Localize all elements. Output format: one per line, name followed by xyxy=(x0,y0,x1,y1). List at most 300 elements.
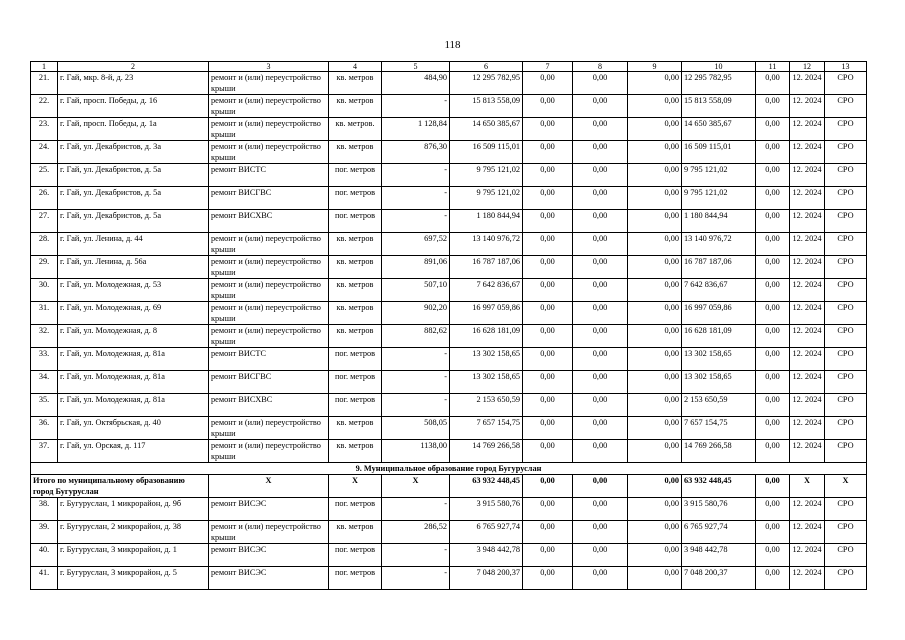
total-c13-cell: X xyxy=(825,475,867,498)
column-number-cell: 12 xyxy=(790,62,825,72)
col10-cell: 15 813 558,09 xyxy=(682,95,756,118)
total-cost-cell: 13 302 158,65 xyxy=(450,348,523,371)
table-row xyxy=(31,210,867,233)
col8-cell: 0,00 xyxy=(573,72,628,95)
column-number-cell: 7 xyxy=(523,62,573,72)
term-cell: 12. 2024 xyxy=(790,417,825,440)
col11-cell: 0,00 xyxy=(756,521,790,544)
col8-cell: 0,00 xyxy=(573,187,628,210)
repair-program-table xyxy=(30,61,867,590)
col11-cell: 0,00 xyxy=(756,325,790,348)
address-cell: г. Гай, ул. Декабристов, д. 3а xyxy=(58,141,209,164)
term-cell: 12. 2024 xyxy=(790,210,825,233)
work-type-cell: ремонт ВИСХВС xyxy=(209,394,329,417)
col10-cell: 6 765 927,74 xyxy=(682,521,756,544)
address-cell: г. Гай, ул. Октябрьская, д. 40 xyxy=(58,417,209,440)
col11-cell: 0,00 xyxy=(756,187,790,210)
work-type-cell: ремонт ВИСЭС xyxy=(209,567,329,590)
area-cell: - xyxy=(382,371,450,394)
row-number: 25. xyxy=(31,164,58,187)
col7-cell: 0,00 xyxy=(523,72,573,95)
total-cost-cell: 9 795 121,02 xyxy=(450,164,523,187)
term-cell: 12. 2024 xyxy=(790,371,825,394)
col10-cell: 9 795 121,02 xyxy=(682,187,756,210)
column-number-row xyxy=(31,62,867,72)
total-cost-cell: 2 153 650,59 xyxy=(450,394,523,417)
work-type-cell: ремонт и (или) переустройство крыши xyxy=(209,256,329,279)
column-number-cell: 13 xyxy=(825,62,867,72)
method-cell: СРО xyxy=(825,141,867,164)
column-number-cell: 8 xyxy=(573,62,628,72)
col9-cell: 0,00 xyxy=(628,348,682,371)
col9-cell: 0,00 xyxy=(628,164,682,187)
col8-cell: 0,00 xyxy=(573,302,628,325)
unit-cell: пог. метров xyxy=(329,348,382,371)
total-cost-cell: 13 140 976,72 xyxy=(450,233,523,256)
col8-cell: 0,00 xyxy=(573,118,628,141)
term-cell: 12. 2024 xyxy=(790,302,825,325)
col10-cell: 3 948 442,78 xyxy=(682,544,756,567)
total-cost-cell: 7 642 836,67 xyxy=(450,279,523,302)
work-type-cell: ремонт и (или) переустройство крыши xyxy=(209,302,329,325)
unit-cell: кв. метров xyxy=(329,440,382,463)
method-cell: СРО xyxy=(825,118,867,141)
total-cost-cell: 14 650 385,67 xyxy=(450,118,523,141)
col11-cell: 0,00 xyxy=(756,440,790,463)
total-label: Итого по муниципальному образованию город Бугуруслан xyxy=(31,475,209,498)
method-cell: СРО xyxy=(825,417,867,440)
col8-cell: 0,00 xyxy=(573,371,628,394)
total-c10-cell: 63 932 448,45 xyxy=(682,475,756,498)
total-cost-cell: 63 932 448,45 xyxy=(450,475,523,498)
term-cell: 12. 2024 xyxy=(790,95,825,118)
col7-cell: 0,00 xyxy=(523,325,573,348)
col9-cell: 0,00 xyxy=(628,498,682,521)
total-cost-cell: 13 302 158,65 xyxy=(450,371,523,394)
unit-cell: кв. метров xyxy=(329,279,382,302)
row-number: 26. xyxy=(31,187,58,210)
col9-cell: 0,00 xyxy=(628,417,682,440)
total-cost-cell: 7 048 200,37 xyxy=(450,567,523,590)
total-c4-cell: X xyxy=(329,475,382,498)
total-cost-cell: 15 813 558,09 xyxy=(450,95,523,118)
col8-cell: 0,00 xyxy=(573,394,628,417)
unit-cell: кв. метров. xyxy=(329,118,382,141)
col8-cell: 0,00 xyxy=(573,348,628,371)
col7-cell: 0,00 xyxy=(523,279,573,302)
col7-cell: 0,00 xyxy=(523,348,573,371)
method-cell: СРО xyxy=(825,521,867,544)
address-cell: г. Бугуруслан, 3 микрорайон, д. 1 xyxy=(58,544,209,567)
total-c7-cell: 0,00 xyxy=(523,475,573,498)
total-cost-cell: 16 628 181,09 xyxy=(450,325,523,348)
table-row xyxy=(31,440,867,463)
unit-cell: кв. метров xyxy=(329,141,382,164)
total-cost-cell: 16 509 115,01 xyxy=(450,141,523,164)
work-type-cell: ремонт ВИСТС xyxy=(209,164,329,187)
col7-cell: 0,00 xyxy=(523,141,573,164)
row-number: 27. xyxy=(31,210,58,233)
col10-cell: 3 915 580,76 xyxy=(682,498,756,521)
col10-cell: 13 302 158,65 xyxy=(682,371,756,394)
table-row xyxy=(31,521,867,544)
col8-cell: 0,00 xyxy=(573,164,628,187)
table-row xyxy=(31,567,867,590)
col7-cell: 0,00 xyxy=(523,256,573,279)
section-title: 9. Муниципальное образование город Бугуруслан xyxy=(31,463,867,475)
unit-cell: пог. метров xyxy=(329,187,382,210)
unit-cell: кв. метров xyxy=(329,95,382,118)
total-c9-cell: 0,00 xyxy=(628,475,682,498)
unit-cell: пог. метров xyxy=(329,567,382,590)
col7-cell: 0,00 xyxy=(523,544,573,567)
area-cell: 484,90 xyxy=(382,72,450,95)
total-cost-cell: 3 948 442,78 xyxy=(450,544,523,567)
col9-cell: 0,00 xyxy=(628,118,682,141)
col9-cell: 0,00 xyxy=(628,394,682,417)
work-type-cell: ремонт и (или) переустройство крыши xyxy=(209,233,329,256)
method-cell: СРО xyxy=(825,164,867,187)
address-cell: г. Гай, ул. Декабристов, д. 5а xyxy=(58,187,209,210)
total-cost-cell: 3 915 580,76 xyxy=(450,498,523,521)
col8-cell: 0,00 xyxy=(573,417,628,440)
row-number: 39. xyxy=(31,521,58,544)
col8-cell: 0,00 xyxy=(573,567,628,590)
unit-cell: пог. метров xyxy=(329,164,382,187)
method-cell: СРО xyxy=(825,233,867,256)
table-row xyxy=(31,164,867,187)
method-cell: СРО xyxy=(825,394,867,417)
work-type-cell: ремонт и (или) переустройство крыши xyxy=(209,521,329,544)
term-cell: 12. 2024 xyxy=(790,233,825,256)
col10-cell: 16 787 187,06 xyxy=(682,256,756,279)
term-cell: 12. 2024 xyxy=(790,348,825,371)
col11-cell: 0,00 xyxy=(756,118,790,141)
work-type-cell: ремонт и (или) переустройство крыши xyxy=(209,279,329,302)
col8-cell: 0,00 xyxy=(573,210,628,233)
col9-cell: 0,00 xyxy=(628,95,682,118)
table-row xyxy=(31,187,867,210)
col8-cell: 0,00 xyxy=(573,141,628,164)
work-type-cell: ремонт ВИСЭС xyxy=(209,498,329,521)
col11-cell: 0,00 xyxy=(756,210,790,233)
col10-cell: 2 153 650,59 xyxy=(682,394,756,417)
col11-cell: 0,00 xyxy=(756,394,790,417)
address-cell: г. Гай, ул. Молодежная, д. 69 xyxy=(58,302,209,325)
col7-cell: 0,00 xyxy=(523,567,573,590)
col10-cell: 13 302 158,65 xyxy=(682,348,756,371)
term-cell: 12. 2024 xyxy=(790,256,825,279)
col11-cell: 0,00 xyxy=(756,348,790,371)
area-cell: - xyxy=(382,498,450,521)
row-number: 22. xyxy=(31,95,58,118)
row-number: 38. xyxy=(31,498,58,521)
area-cell: 882,62 xyxy=(382,325,450,348)
unit-cell: кв. метров xyxy=(329,233,382,256)
row-number: 41. xyxy=(31,567,58,590)
col7-cell: 0,00 xyxy=(523,417,573,440)
col7-cell: 0,00 xyxy=(523,233,573,256)
col10-cell: 7 657 154,75 xyxy=(682,417,756,440)
total-c11-cell: 0,00 xyxy=(756,475,790,498)
unit-cell: пог. метров xyxy=(329,394,382,417)
col11-cell: 0,00 xyxy=(756,302,790,325)
table-row xyxy=(31,371,867,394)
area-cell: 902,20 xyxy=(382,302,450,325)
col7-cell: 0,00 xyxy=(523,394,573,417)
work-type-cell: ремонт ВИСХВС xyxy=(209,210,329,233)
work-type-cell: ремонт и (или) переустройство крыши xyxy=(209,417,329,440)
col9-cell: 0,00 xyxy=(628,279,682,302)
table-row xyxy=(31,141,867,164)
section-row xyxy=(31,463,867,475)
col8-cell: 0,00 xyxy=(573,256,628,279)
col7-cell: 0,00 xyxy=(523,210,573,233)
unit-cell: пог. метров xyxy=(329,498,382,521)
row-number: 30. xyxy=(31,279,58,302)
col11-cell: 0,00 xyxy=(756,256,790,279)
area-cell: 508,05 xyxy=(382,417,450,440)
work-type-cell: ремонт и (или) переустройство крыши xyxy=(209,95,329,118)
col8-cell: 0,00 xyxy=(573,95,628,118)
column-number-cell: 3 xyxy=(209,62,329,72)
work-type-cell: ремонт и (или) переустройство крыши xyxy=(209,325,329,348)
unit-cell: пог. метров xyxy=(329,544,382,567)
col11-cell: 0,00 xyxy=(756,233,790,256)
col8-cell: 0,00 xyxy=(573,544,628,567)
col11-cell: 0,00 xyxy=(756,279,790,302)
term-cell: 12. 2024 xyxy=(790,141,825,164)
col11-cell: 0,00 xyxy=(756,371,790,394)
area-cell: - xyxy=(382,567,450,590)
area-cell: 1138,00 xyxy=(382,440,450,463)
term-cell: 12. 2024 xyxy=(790,440,825,463)
address-cell: г. Бугуруслан, 3 микрорайон, д. 5 xyxy=(58,567,209,590)
area-cell: 876,30 xyxy=(382,141,450,164)
work-type-cell: ремонт и (или) переустройство крыши xyxy=(209,72,329,95)
address-cell: г. Гай, ул. Молодежная, д. 81а xyxy=(58,394,209,417)
work-type-cell: ремонт ВИСЭС xyxy=(209,544,329,567)
method-cell: СРО xyxy=(825,498,867,521)
column-number-cell: 2 xyxy=(58,62,209,72)
col11-cell: 0,00 xyxy=(756,72,790,95)
row-number: 33. xyxy=(31,348,58,371)
col11-cell: 0,00 xyxy=(756,417,790,440)
col7-cell: 0,00 xyxy=(523,440,573,463)
col11-cell: 0,00 xyxy=(756,164,790,187)
col11-cell: 0,00 xyxy=(756,95,790,118)
row-number: 34. xyxy=(31,371,58,394)
column-number-cell: 4 xyxy=(329,62,382,72)
area-cell: - xyxy=(382,348,450,371)
method-cell: СРО xyxy=(825,348,867,371)
area-cell: - xyxy=(382,210,450,233)
total-cost-cell: 16 997 059,86 xyxy=(450,302,523,325)
col10-cell: 16 628 181,09 xyxy=(682,325,756,348)
area-cell: 891,06 xyxy=(382,256,450,279)
table-row xyxy=(31,417,867,440)
col7-cell: 0,00 xyxy=(523,302,573,325)
area-cell: 1 128,84 xyxy=(382,118,450,141)
address-cell: г. Бугуруслан, 2 микрорайон, д. 38 xyxy=(58,521,209,544)
unit-cell: кв. метров xyxy=(329,417,382,440)
row-number: 32. xyxy=(31,325,58,348)
row-number: 28. xyxy=(31,233,58,256)
area-cell: - xyxy=(382,394,450,417)
address-cell: г. Гай, ул. Молодежная, д. 81а xyxy=(58,348,209,371)
column-number-cell: 5 xyxy=(382,62,450,72)
table-row xyxy=(31,72,867,95)
area-cell: 697,52 xyxy=(382,233,450,256)
method-cell: СРО xyxy=(825,187,867,210)
area-cell: 286,52 xyxy=(382,521,450,544)
col7-cell: 0,00 xyxy=(523,498,573,521)
term-cell: 12. 2024 xyxy=(790,498,825,521)
term-cell: 12. 2024 xyxy=(790,567,825,590)
col9-cell: 0,00 xyxy=(628,72,682,95)
col9-cell: 0,00 xyxy=(628,440,682,463)
column-number-cell: 6 xyxy=(450,62,523,72)
total-cost-cell: 16 787 187,06 xyxy=(450,256,523,279)
col11-cell: 0,00 xyxy=(756,567,790,590)
total-cost-cell: 12 295 782,95 xyxy=(450,72,523,95)
area-cell: - xyxy=(382,544,450,567)
area-cell: - xyxy=(382,164,450,187)
method-cell: СРО xyxy=(825,256,867,279)
col10-cell: 14 769 266,58 xyxy=(682,440,756,463)
row-number: 35. xyxy=(31,394,58,417)
address-cell: г. Гай, ул. Молодежная, д. 53 xyxy=(58,279,209,302)
table-row xyxy=(31,233,867,256)
area-cell: - xyxy=(382,95,450,118)
col11-cell: 0,00 xyxy=(756,544,790,567)
table-row xyxy=(31,325,867,348)
col11-cell: 0,00 xyxy=(756,498,790,521)
method-cell: СРО xyxy=(825,440,867,463)
method-cell: СРО xyxy=(825,567,867,590)
unit-cell: кв. метров xyxy=(329,256,382,279)
address-cell: г. Бугуруслан, 1 микрорайон, д. 9б xyxy=(58,498,209,521)
column-number-cell: 10 xyxy=(682,62,756,72)
term-cell: 12. 2024 xyxy=(790,544,825,567)
address-cell: г. Гай, ул. Орская, д. 117 xyxy=(58,440,209,463)
unit-cell: кв. метров xyxy=(329,521,382,544)
address-cell: г. Гай, ул. Декабристов, д. 5а xyxy=(58,210,209,233)
col8-cell: 0,00 xyxy=(573,233,628,256)
table-row xyxy=(31,279,867,302)
total-cost-cell: 14 769 266,58 xyxy=(450,440,523,463)
address-cell: г. Гай, мкр. 8-й, д. 23 xyxy=(58,72,209,95)
col7-cell: 0,00 xyxy=(523,164,573,187)
unit-cell: кв. метров xyxy=(329,325,382,348)
row-number: 31. xyxy=(31,302,58,325)
method-cell: СРО xyxy=(825,210,867,233)
row-number: 40. xyxy=(31,544,58,567)
total-cost-cell: 9 795 121,02 xyxy=(450,187,523,210)
table-row xyxy=(31,302,867,325)
table-row xyxy=(31,118,867,141)
row-number: 36. xyxy=(31,417,58,440)
unit-cell: пог. метров xyxy=(329,371,382,394)
term-cell: 12. 2024 xyxy=(790,187,825,210)
row-number: 24. xyxy=(31,141,58,164)
term-cell: 12. 2024 xyxy=(790,325,825,348)
table-row xyxy=(31,394,867,417)
col9-cell: 0,00 xyxy=(628,325,682,348)
total-cost-cell: 7 657 154,75 xyxy=(450,417,523,440)
address-cell: г. Гай, ул. Ленина, д. 44 xyxy=(58,233,209,256)
col8-cell: 0,00 xyxy=(573,279,628,302)
area-cell: - xyxy=(382,187,450,210)
work-type-cell: ремонт ВИСТС xyxy=(209,348,329,371)
col10-cell: 16 997 059,86 xyxy=(682,302,756,325)
col7-cell: 0,00 xyxy=(523,95,573,118)
col8-cell: 0,00 xyxy=(573,325,628,348)
address-cell: г. Гай, ул. Молодежная, д. 81а xyxy=(58,371,209,394)
table-row xyxy=(31,544,867,567)
col10-cell: 14 650 385,67 xyxy=(682,118,756,141)
col8-cell: 0,00 xyxy=(573,498,628,521)
work-type-cell: ремонт и (или) переустройство крыши xyxy=(209,141,329,164)
col10-cell: 13 140 976,72 xyxy=(682,233,756,256)
col10-cell: 16 509 115,01 xyxy=(682,141,756,164)
total-row xyxy=(31,475,867,498)
total-c8-cell: 0,00 xyxy=(573,475,628,498)
total-cost-cell: 6 765 927,74 xyxy=(450,521,523,544)
method-cell: СРО xyxy=(825,95,867,118)
column-number-cell: 1 xyxy=(31,62,58,72)
total-cost-cell: 1 180 844,94 xyxy=(450,210,523,233)
method-cell: СРО xyxy=(825,544,867,567)
col10-cell: 1 180 844,94 xyxy=(682,210,756,233)
row-number: 21. xyxy=(31,72,58,95)
term-cell: 12. 2024 xyxy=(790,118,825,141)
area-cell: 507,10 xyxy=(382,279,450,302)
address-cell: г. Гай, просп. Победы, д. 16 xyxy=(58,95,209,118)
work-type-cell: ремонт ВИСГВС xyxy=(209,187,329,210)
col7-cell: 0,00 xyxy=(523,118,573,141)
col11-cell: 0,00 xyxy=(756,141,790,164)
col7-cell: 0,00 xyxy=(523,187,573,210)
row-number: 29. xyxy=(31,256,58,279)
col8-cell: 0,00 xyxy=(573,440,628,463)
work-type-cell: ремонт и (или) переустройство крыши xyxy=(209,440,329,463)
col9-cell: 0,00 xyxy=(628,521,682,544)
method-cell: СРО xyxy=(825,371,867,394)
col7-cell: 0,00 xyxy=(523,371,573,394)
table-row xyxy=(31,498,867,521)
col9-cell: 0,00 xyxy=(628,302,682,325)
work-type-cell: ремонт ВИСГВС xyxy=(209,371,329,394)
col9-cell: 0,00 xyxy=(628,141,682,164)
col8-cell: 0,00 xyxy=(573,521,628,544)
address-cell: г. Гай, ул. Ленина, д. 56а xyxy=(58,256,209,279)
method-cell: СРО xyxy=(825,279,867,302)
method-cell: СРО xyxy=(825,72,867,95)
term-cell: 12. 2024 xyxy=(790,72,825,95)
method-cell: СРО xyxy=(825,302,867,325)
total-c5-cell: X xyxy=(382,475,450,498)
unit-cell: кв. метров xyxy=(329,72,382,95)
col9-cell: 0,00 xyxy=(628,544,682,567)
address-cell: г. Гай, ул. Молодежная, д. 8 xyxy=(58,325,209,348)
address-cell: г. Гай, просп. Победы, д. 1а xyxy=(58,118,209,141)
col10-cell: 12 295 782,95 xyxy=(682,72,756,95)
term-cell: 12. 2024 xyxy=(790,279,825,302)
term-cell: 12. 2024 xyxy=(790,521,825,544)
term-cell: 12. 2024 xyxy=(790,394,825,417)
col9-cell: 0,00 xyxy=(628,187,682,210)
